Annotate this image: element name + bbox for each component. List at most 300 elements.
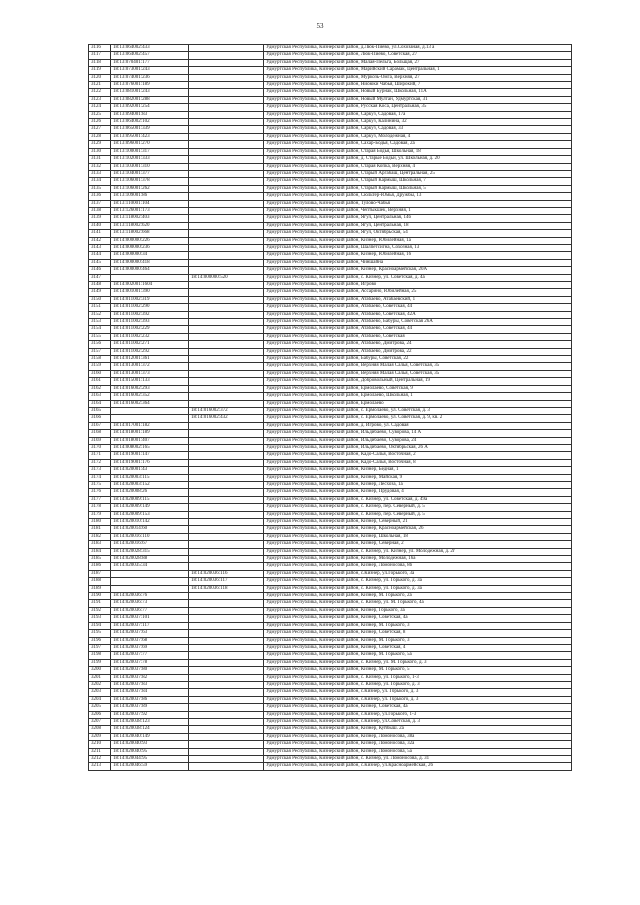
- cadastral-number-cell: 18:14:016002:364: [111, 400, 189, 407]
- cadastral-number-alt-cell: [189, 119, 264, 126]
- cadastral-number-alt-cell: [189, 96, 264, 103]
- row-number-cell: 3170: [89, 444, 111, 451]
- table-row: [89, 67, 572, 74]
- cadastral-number-alt-cell: [189, 215, 264, 222]
- cadastral-number-alt-cell: [189, 207, 264, 214]
- cadastral-number-cell: 18:13:074001:236: [111, 74, 189, 81]
- cadastral-number-cell: 18:14:020046:59: [111, 763, 189, 770]
- cadastral-number-cell: 18:13:118002:668: [111, 230, 189, 237]
- table-row: [89, 667, 572, 674]
- cadastral-number-cell: 18:14:020037:80: [111, 667, 189, 674]
- cadastral-number-cell: 18:14:020036:76: [111, 593, 189, 600]
- table-row: [89, 430, 572, 437]
- cadastral-number-alt-cell: 18:14:000000:520: [189, 274, 264, 281]
- cadastral-number-cell: 18:14:020037:83: [111, 681, 189, 688]
- cadastral-number-cell: 18:14:020001:43: [111, 467, 189, 474]
- address-cell: Удмуртская Республика, Кизнерский район, Новый Бурнак, Школьная, 11А: [264, 89, 572, 96]
- cadastral-number-cell: 18:14:000000:464: [111, 267, 189, 274]
- row-number-cell: 3157: [89, 348, 111, 355]
- cadastral-number-alt-cell: [189, 622, 264, 629]
- table-row: [89, 704, 572, 711]
- table-row: [89, 52, 572, 59]
- table-row: [89, 615, 572, 622]
- cadastral-number-alt-cell: [189, 45, 264, 52]
- table-row: [89, 141, 572, 148]
- cadastral-number-alt-cell: [189, 111, 264, 118]
- cadastral-number-cell: 18:14:020028:88: [111, 556, 189, 563]
- cadastral-number-alt-cell: [189, 74, 264, 81]
- cadastral-number-cell: 18:13:106001:262: [111, 185, 189, 192]
- cadastral-number-cell: 18:13:081001:243: [111, 89, 189, 96]
- address-cell: Удмуртская Республика, Кизнерский район, Ильдибаево, Октябрьская, 26 А: [264, 444, 572, 451]
- cadastral-number-alt-cell: 18:14:020036:118: [189, 585, 264, 592]
- cadastral-number-cell: [111, 578, 189, 585]
- table-row: [89, 348, 572, 355]
- table-row: [89, 681, 572, 688]
- cadastral-number-alt-cell: [189, 667, 264, 674]
- cadastral-number-alt-cell: [189, 200, 264, 207]
- address-cell: Удмуртская Республика, Кизнерский район, Сахар-Бодья, Садовая, 2а: [264, 141, 572, 148]
- cadastral-number-alt-cell: [189, 126, 264, 133]
- cadastral-number-alt-cell: [189, 444, 264, 451]
- row-number-cell: 3200: [89, 667, 111, 674]
- address-cell: Удмуртская Республика, Кизнерский район, Кизнер, Куйбыш. 2а: [264, 726, 572, 733]
- address-cell: Удмуртская Республика, Кизнерский район, Атабаево, Советская, 42А: [264, 311, 572, 318]
- row-number-cell: 3158: [89, 356, 111, 363]
- row-number-cell: 3194: [89, 622, 111, 629]
- cadastral-number-cell: 18:14:020037:92: [111, 711, 189, 718]
- cadastral-number-alt-cell: [189, 67, 264, 74]
- table-row: [89, 74, 572, 81]
- address-cell: Удмуртская Республика, Кизнерский район, Ниоюки Чабья, Широкий, 7: [264, 82, 572, 89]
- row-number-cell: 3161: [89, 378, 111, 385]
- cadastral-number-cell: 18:13:070401:177: [111, 59, 189, 66]
- address-cell: Удмуртская Республика, Кизнерский район, Кадо-Салья, Восточная, 2: [264, 452, 572, 459]
- address-cell: Удмуртская Республика, Кизнерский район, с. Кизнер, ул. Горького, д. 3а: [264, 585, 572, 592]
- cadastral-number-cell: 18:14:020037:77: [111, 652, 189, 659]
- cadastral-number-cell: 18:14:011002:392: [111, 311, 189, 318]
- cadastral-number-cell: 18:14:020036:77: [111, 607, 189, 614]
- cadastral-number-alt-cell: [189, 496, 264, 503]
- address-cell: Удмуртская Республика, Кизнерский район, Бабуры, Советская, 22: [264, 356, 572, 363]
- address-cell: Удмуртская Республика, Кизнерский район, Старая Бодья, Школьная, 18: [264, 148, 572, 155]
- cadastral-number-alt-cell: [189, 170, 264, 177]
- cadastral-number-cell: 18:14:020014:60: [111, 526, 189, 533]
- address-cell: Удмуртская Республика, Кизнерский район, Кизнер, Лесхоза, 1а: [264, 481, 572, 488]
- register-body: [89, 45, 572, 771]
- table-row: [89, 400, 572, 407]
- address-cell: Удмуртская Республика, Кизнерский район, Кизнер, М. Горького, 2а: [264, 593, 572, 600]
- address-cell: Удмуртская Республика, Кизнерский район, Кизнер, Советская, 4а: [264, 704, 572, 711]
- row-number-cell: 3151: [89, 304, 111, 311]
- row-number-cell: 3197: [89, 644, 111, 651]
- cadastral-number-cell: 18:14:020016:67: [111, 541, 189, 548]
- address-cell: Удмуртская Республика, Кизнерский район, Тулово-Чабья: [264, 200, 572, 207]
- table-row: [89, 622, 572, 629]
- cadastral-number-alt-cell: [189, 489, 264, 496]
- cadastral-number-alt-cell: [189, 652, 264, 659]
- table-row: [89, 193, 572, 200]
- row-number-cell: 3135: [89, 185, 111, 192]
- cadastral-number-cell: 18:14:020009:153: [111, 511, 189, 518]
- table-row: [89, 200, 572, 207]
- table-row: [89, 637, 572, 644]
- cadastral-number-alt-cell: [189, 148, 264, 155]
- cadastral-number-cell: 18:14:020037:69: [111, 644, 189, 651]
- table-row: [89, 593, 572, 600]
- cadastral-number-alt-cell: [189, 474, 264, 481]
- table-row: [89, 600, 572, 607]
- table-row: [89, 267, 572, 274]
- cadastral-number-alt-cell: 18:14:016002:432: [189, 415, 264, 422]
- address-cell: Удмуртская Республика, Кизнерский район, с. Кизнер, ул. Советская, д. 49а: [264, 496, 572, 503]
- row-number-cell: 3192: [89, 607, 111, 614]
- cadastral-number-cell: 18:14:016002:293: [111, 385, 189, 392]
- cadastral-number-cell: 18:14:008002:165: [111, 444, 189, 451]
- table-row: [89, 148, 572, 155]
- address-cell: Удмуртская Республика, Кизнерский район, Муркозь-Омга, Верхняя, 27: [264, 74, 572, 81]
- cadastral-number-alt-cell: [189, 630, 264, 637]
- address-cell: Удмуртская Республика, Кизнерский район, Кизнер, Горького, 3а: [264, 607, 572, 614]
- cadastral-number-alt-cell: [189, 252, 264, 259]
- row-number-cell: 3148: [89, 282, 111, 289]
- cadastral-number-cell: 18:13:100001:317: [111, 148, 189, 155]
- cadastral-number-alt-cell: [189, 481, 264, 488]
- cadastral-number-cell: 18:14:000000:34: [111, 252, 189, 259]
- row-number-cell: 3139: [89, 215, 111, 222]
- cadastral-number-cell: 18:14:020037:84: [111, 689, 189, 696]
- address-cell: Удмуртская Республика, Кизнерский район, с.Кизнер, ул.Горького, 3а: [264, 570, 572, 577]
- row-number-cell: 3123: [89, 96, 111, 103]
- cadastral-number-cell: 18:14:000000:226: [111, 237, 189, 244]
- table-row: [89, 96, 572, 103]
- table-row: [89, 519, 572, 526]
- cadastral-number-alt-cell: [189, 244, 264, 251]
- cadastral-number-cell: 18:14:017001:182: [111, 422, 189, 429]
- row-number-cell: 3125: [89, 111, 111, 118]
- cadastral-number-alt-cell: [189, 163, 264, 170]
- address-cell: Удмуртская Республика, Кизнерский район, Чиншайна: [264, 259, 572, 266]
- cadastral-number-cell: 18:13:095001:423: [111, 133, 189, 140]
- cadastral-number-alt-cell: 18:14:016002:372: [189, 407, 264, 414]
- table-row: [89, 304, 572, 311]
- table-row: [89, 474, 572, 481]
- row-number-cell: 3188: [89, 578, 111, 585]
- table-row: [89, 274, 572, 281]
- cadastral-number-cell: 18:14:020016:110: [111, 533, 189, 540]
- row-number-cell: 3174: [89, 474, 111, 481]
- table-row: [89, 289, 572, 296]
- row-number-cell: 3164: [89, 400, 111, 407]
- address-cell: Удмуртская Республика, Кизнерский район, с.Кизнер, ул. Горького, д. 3: [264, 689, 572, 696]
- table-row: [89, 385, 572, 392]
- row-number-cell: 3159: [89, 363, 111, 370]
- address-cell: Удмуртская Республика, Кизнерский район, с.Кизнер, ул.Советская, д. 3: [264, 718, 572, 725]
- table-row: [89, 222, 572, 229]
- cadastral-number-alt-cell: [189, 452, 264, 459]
- table-row: [89, 504, 572, 511]
- cadastral-number-alt-cell: [189, 378, 264, 385]
- address-cell: Удмуртская Республика, Кизнерский район, Атабаево, Дмитрова, 24: [264, 341, 572, 348]
- row-number-cell: 3203: [89, 689, 111, 696]
- table-row: [89, 733, 572, 740]
- table-row: [89, 230, 572, 237]
- table-row: [89, 237, 572, 244]
- cadastral-number-cell: 18:14:019001:147: [111, 452, 189, 459]
- cadastral-number-cell: 18:14:002001:1604: [111, 282, 189, 289]
- row-number-cell: 3204: [89, 696, 111, 703]
- row-number-cell: 3172: [89, 459, 111, 466]
- table-row: [89, 481, 572, 488]
- table-row: [89, 541, 572, 548]
- cadastral-number-cell: 18:14:020037:68: [111, 637, 189, 644]
- row-number-cell: 3167: [89, 422, 111, 429]
- address-cell: Удмуртская Республика, Кизнерский район, Кизнер, Ломоносова, 5а: [264, 748, 572, 755]
- address-cell: Удмуртская Республика, Кизнерский район, Саркуз, Садовая, 17а: [264, 111, 572, 118]
- table-row: [89, 170, 572, 177]
- cadastral-number-alt-cell: [189, 741, 264, 748]
- row-number-cell: 3153: [89, 319, 111, 326]
- cadastral-number-alt-cell: [189, 385, 264, 392]
- row-number-cell: 3207: [89, 718, 111, 725]
- address-cell: Удмуртская Республика, Кизнерский район, Кизнер, М. Горького, 5: [264, 667, 572, 674]
- table-row: [89, 444, 572, 451]
- cadastral-number-alt-cell: [189, 52, 264, 59]
- table-row: [89, 556, 572, 563]
- address-cell: Удмуртская Республика, Кизнерский район, с. Ермолаево, ул. Советская, д. 9, кв. 2: [264, 415, 572, 422]
- address-cell: Удмуртская Республика, Кизнерский район, с. Кизнер, ул. М. Горького, д. 3: [264, 659, 572, 666]
- row-number-cell: 3134: [89, 178, 111, 185]
- cadastral-number-alt-cell: [189, 400, 264, 407]
- row-number-cell: 3168: [89, 430, 111, 437]
- cadastral-number-cell: 18:13:104001:377: [111, 170, 189, 177]
- row-number-cell: 3154: [89, 326, 111, 333]
- row-number-cell: 3120: [89, 74, 111, 81]
- row-number-cell: 3211: [89, 748, 111, 755]
- cadastral-number-cell: 18:13:082001:288: [111, 96, 189, 103]
- table-row: [89, 748, 572, 755]
- address-cell: Удмуртская Республика, Кизнерский район, Ассарино, Юбилейная, 25: [264, 289, 572, 296]
- row-number-cell: 3136: [89, 193, 111, 200]
- cadastral-number-cell: 18:14:011002:271: [111, 341, 189, 348]
- row-number-cell: 3155: [89, 333, 111, 340]
- row-number-cell: 3141: [89, 230, 111, 237]
- table-row: [89, 104, 572, 111]
- table-row: [89, 756, 572, 763]
- cadastral-number-cell: 18:14:020037:101: [111, 615, 189, 622]
- cadastral-number-cell: 18:14:012001:361: [111, 356, 189, 363]
- table-row: [89, 570, 572, 577]
- table-row: [89, 215, 572, 222]
- address-cell: Удмуртская Республика, Кизнерский район, Ягул, Октябрьская, 54: [264, 230, 572, 237]
- page-number: 53: [316, 22, 324, 30]
- table-row: [89, 82, 572, 89]
- cadastral-number-cell: 18:14:020038:124: [111, 726, 189, 733]
- cadastral-number-alt-cell: [189, 341, 264, 348]
- row-number-cell: 3146: [89, 267, 111, 274]
- cadastral-number-cell: 18:14:020009:115: [111, 496, 189, 503]
- table-row: [89, 437, 572, 444]
- table-row: [89, 489, 572, 496]
- address-cell: Удмуртская Республика, Кизнерский район, Кизнер, Красноармейская, 20А: [264, 267, 572, 274]
- cadastral-number-cell: [111, 274, 189, 281]
- cadastral-number-cell: 18:14:020040:149: [111, 733, 189, 740]
- cadastral-number-alt-cell: [189, 356, 264, 363]
- row-number-cell: 3156: [89, 341, 111, 348]
- row-number-cell: 3143: [89, 244, 111, 251]
- cadastral-number-cell: 18:14:020037:86: [111, 696, 189, 703]
- cadastral-number-alt-cell: [189, 311, 264, 318]
- row-number-cell: 3145: [89, 259, 111, 266]
- cadastral-number-cell: 18:13:110001:104: [111, 200, 189, 207]
- table-row: [89, 526, 572, 533]
- cadastral-number-cell: [111, 407, 189, 414]
- table-row: [89, 674, 572, 681]
- cadastral-number-cell: 18:13:118002:403: [111, 215, 189, 222]
- cadastral-number-alt-cell: 18:14:020036:117: [189, 578, 264, 585]
- address-cell: Удмуртская Республика, Кизнерский район, Кизнер, Юбилейная, 1а: [264, 237, 572, 244]
- row-number-cell: 3126: [89, 119, 111, 126]
- cadastral-number-cell: 18:13:064002:102: [111, 119, 189, 126]
- cadastral-number-alt-cell: [189, 296, 264, 303]
- cadastral-number-cell: 18:14:020037:78: [111, 659, 189, 666]
- table-row: [89, 319, 572, 326]
- address-cell: Удмуртская Республика, Кизнерский район, Кизнер, Красноармейская, 26: [264, 526, 572, 533]
- address-cell: Удмуртская Республика, Кизнерский район, с. Кизнер, ул. Советская, д. 4а: [264, 274, 572, 281]
- address-cell: Удмуртская Республика, Кизнерский район, д.Люк-Пиево, ул.Сохозаная, д.13 а: [264, 45, 572, 52]
- cadastral-number-cell: 18:14:020040:95: [111, 748, 189, 755]
- table-row: [89, 467, 572, 474]
- cadastral-number-cell: 18:14:020028:315: [111, 548, 189, 555]
- cadastral-number-cell: 18:14:018001:189: [111, 430, 189, 437]
- cadastral-number-alt-cell: [189, 230, 264, 237]
- table-row: [89, 356, 572, 363]
- cadastral-number-cell: 18:13:118002:620: [111, 222, 189, 229]
- row-number-cell: 3193: [89, 615, 111, 622]
- table-row: [89, 630, 572, 637]
- address-cell: Удмуртская Республика, Кизнерский район, Ягул, Центральная, 18: [264, 222, 572, 229]
- row-number-cell: 3178: [89, 504, 111, 511]
- address-cell: Удмуртская Республика, Кизнерский район, Кизнер, Юбилейная, 16: [264, 252, 572, 259]
- address-cell: Удмуртская Республика, Кизнерский район, Кизнер, Ломоносова, 8б: [264, 563, 572, 570]
- row-number-cell: 3206: [89, 711, 111, 718]
- row-number-cell: 3209: [89, 733, 111, 740]
- row-number-cell: 3195: [89, 630, 111, 637]
- table-row: [89, 415, 572, 422]
- address-cell: Удмуртская Республика, Кизнерский район, Ильдибаево, Суворова, 14 А: [264, 430, 572, 437]
- address-cell: Удмуртская Республика, Кизнерский район, Кизнер, М. Горького, 5а: [264, 652, 572, 659]
- table-row: [89, 89, 572, 96]
- address-cell: Удмуртская Республика, Кизнерский район, Атабаево, Атабаевский, 1: [264, 296, 572, 303]
- table-row: [89, 548, 572, 555]
- cadastral-number-alt-cell: [189, 659, 264, 666]
- cadastral-number-alt-cell: [189, 222, 264, 229]
- table-row: [89, 370, 572, 377]
- cadastral-number-alt-cell: [189, 319, 264, 326]
- cadastral-number-alt-cell: [189, 59, 264, 66]
- table-row: [89, 59, 572, 66]
- cadastral-number-alt-cell: [189, 593, 264, 600]
- cadastral-number-cell: 18:13:064002:457: [111, 52, 189, 59]
- cadastral-number-cell: 18:14:020037:117: [111, 622, 189, 629]
- address-cell: Удмуртская Республика, Кизнерский район, Ягул, Центральная, 14б: [264, 215, 572, 222]
- cadastral-number-cell: 18:14:011002:292: [111, 348, 189, 355]
- row-number-cell: 3140: [89, 222, 111, 229]
- row-number-cell: 3198: [89, 652, 111, 659]
- row-number-cell: 3124: [89, 104, 111, 111]
- table-row: [89, 763, 572, 770]
- address-cell: Удмуртская Республика, Кизнерский район, с. Кизнер, ул. Ломоносова, д. 31: [264, 756, 572, 763]
- row-number-cell: 3162: [89, 385, 111, 392]
- table-row: [89, 644, 572, 651]
- address-cell: Удмуртская Республика, Кизнерский район, Новый Мултан, Удмуртская, 31: [264, 96, 572, 103]
- row-number-cell: 3116: [89, 45, 111, 52]
- cadastral-number-alt-cell: [189, 600, 264, 607]
- cadastral-number-alt-cell: [189, 563, 264, 570]
- table-row: [89, 163, 572, 170]
- row-number-cell: 3180: [89, 519, 111, 526]
- address-cell: Удмуртская Республика, Кизнерский район, Старый Аргабаш, Центральная, 25: [264, 170, 572, 177]
- row-number-cell: 3191: [89, 600, 111, 607]
- table-row: [89, 696, 572, 703]
- cadastral-number-cell: 18:14:020036:73: [111, 600, 189, 607]
- table-row: [89, 126, 572, 133]
- cadastral-number-cell: 18:14:020044:95: [111, 756, 189, 763]
- cadastral-number-cell: [111, 415, 189, 422]
- cadastral-number-cell: 18:13:064002:433: [111, 45, 189, 52]
- address-cell: Удмуртская Республика, Кизнерский район, с.Кизнер, ул.Горького, 1-3: [264, 711, 572, 718]
- cadastral-number-alt-cell: [189, 82, 264, 89]
- cadastral-number-cell: 18:14:001001:390: [111, 289, 189, 296]
- cadastral-number-cell: 18:14:000000:418: [111, 259, 189, 266]
- address-cell: Удмуртская Республика, Кизнерский район, с. Ермолаево, ул. Советская, д. 3: [264, 407, 572, 414]
- address-cell: Удмуртская Республика, Кизнерский район, Кизнер, Северная, 2: [264, 541, 572, 548]
- cadastral-number-alt-cell: [189, 156, 264, 163]
- address-cell: Удмуртская Республика, Кизнерский район, с. Кизнер, ул. Горького, 1-3: [264, 674, 572, 681]
- cadastral-number-alt-cell: 18:14:020036:116: [189, 570, 264, 577]
- cadastral-number-cell: 18:13:109001:86: [111, 193, 189, 200]
- row-number-cell: 3149: [89, 289, 111, 296]
- cadastral-number-cell: 18:13:126001:173: [111, 207, 189, 214]
- address-cell: Удмуртская Республика, Кизнерский район, Атабаево, Советская: [264, 333, 572, 340]
- cadastral-number-cell: 18:14:016002:352: [111, 393, 189, 400]
- row-number-cell: 3179: [89, 511, 111, 518]
- address-cell: Удмуртская Республика, Кизнерский район, Атабаево, Дмитрова, 22: [264, 348, 572, 355]
- address-cell: Удмуртская Республика, Кизнерский район, Верхняя Малая Салья, Советская, 35: [264, 370, 572, 377]
- cadastral-number-alt-cell: [189, 756, 264, 763]
- cadastral-number-cell: 18:13:076001:189: [111, 82, 189, 89]
- cadastral-number-alt-cell: [189, 141, 264, 148]
- address-cell: Удмуртская Республика, Кизнерский район, Кизнер, Северный, 21: [264, 519, 572, 526]
- row-number-cell: 3205: [89, 704, 111, 711]
- table-row: [89, 282, 572, 289]
- table-row: [89, 156, 572, 163]
- table-row: [89, 207, 572, 214]
- table-row: [89, 689, 572, 696]
- address-cell: Удмуртская Республика, Кизнерский район, Саркуз, Садовая, 33: [264, 126, 572, 133]
- row-number-cell: 3150: [89, 296, 111, 303]
- table-row: [89, 378, 572, 385]
- cadastral-number-alt-cell: [189, 348, 264, 355]
- address-cell: Удмуртская Республика, Кизнерский район, Люк-Пиево, Советская, 27: [264, 52, 572, 59]
- table-row: [89, 563, 572, 570]
- row-number-cell: 3166: [89, 415, 111, 422]
- address-cell: Удмуртская Республика, Кизнерский район, с. Кизнер, пер. Северный, д. 5: [264, 504, 572, 511]
- table-row: [89, 311, 572, 318]
- row-number-cell: 3144: [89, 252, 111, 259]
- row-number-cell: 3169: [89, 437, 111, 444]
- address-cell: Удмуртская Республика, Кизнерский район, Ермолаево, Школьная, 1: [264, 393, 572, 400]
